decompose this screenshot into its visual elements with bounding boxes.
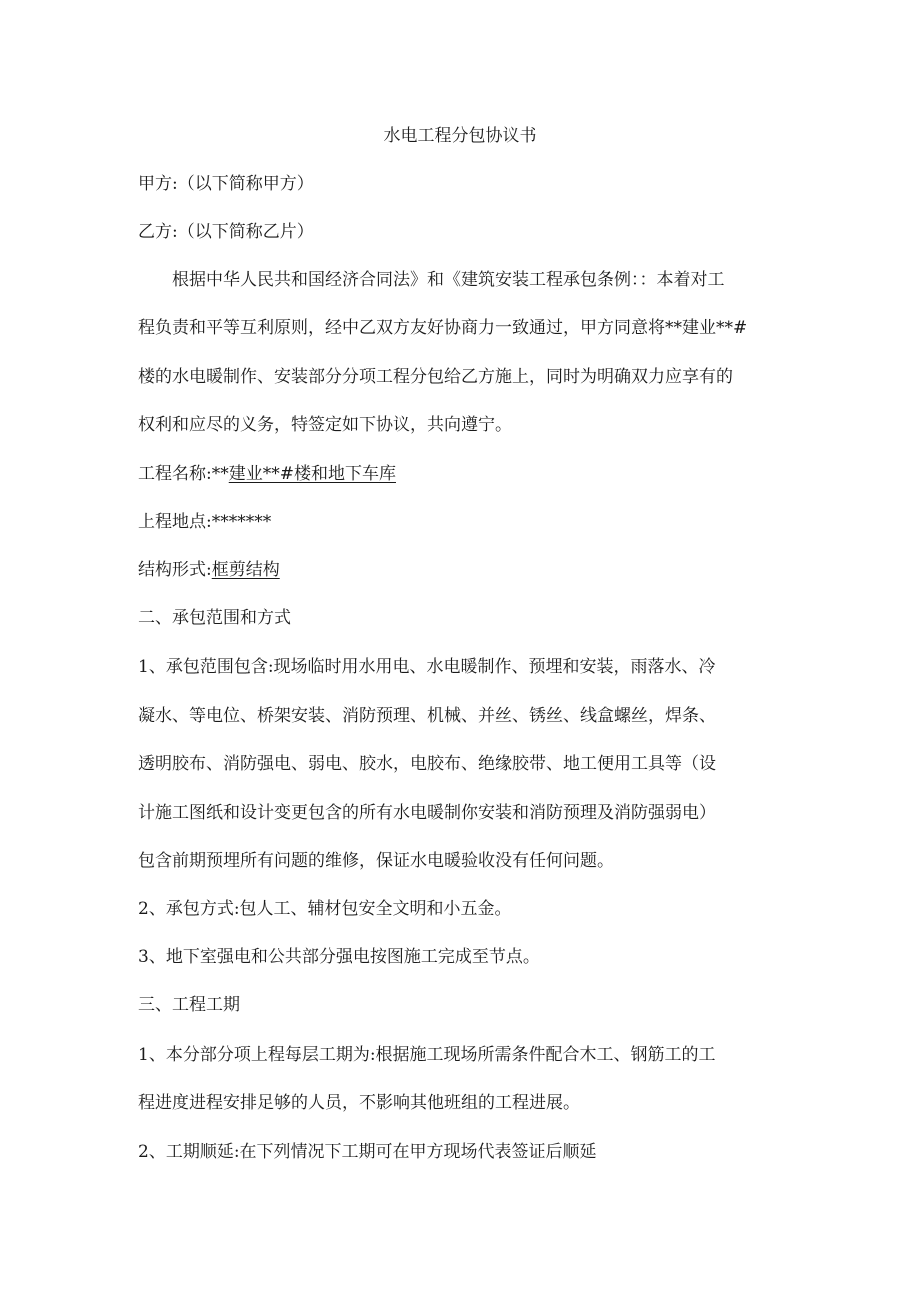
intro-line-3: 楼的水电暖制作、安装部分分项工程分包给乙方施上，同时为明确双力应享有的 [138,367,733,387]
section-2-heading: 二、承包范围和方式 [138,608,291,628]
scope-line-3: 透明胶布、消防强电、弱电、胶水，电胶布、绝缘胶带、地工便用工具等（设 [138,754,716,774]
project-name-line [138,462,798,486]
scope-line-4: 计施工图纸和设计变更包含的所有水电暖制你安装和消防预理及消防强弱电） [138,803,716,823]
scope-line-1: 1、承包范围包含:现场临时用水用电、水电暖制作、预埋和安装，雨落水、冷 [138,657,716,677]
project-name-value: 建业**#楼和地下车库 [228,464,396,484]
intro-line-1: 根据中华人民共和国经济合同法》和《建筑安装工程承包条例：：本着对工 [172,270,725,290]
structure-line [138,558,798,582]
project-location-line: 上程地点:******* [138,512,272,532]
structure-label: 结构形式: [138,560,212,580]
party-b-line: 乙方:（以下简称乙片） [138,222,314,242]
intro-line-4: 权利和应尽的义务，特签定如下协议，共向遵宁。 [138,415,512,435]
scope-line-5: 包含前期预埋所有问题的维修，保证水电暖验收没有任何问题。 [138,851,614,871]
extension-line: 2、工期顺延:在下列情况下工期可在甲方现场代表签证后顺延 [138,1142,597,1162]
schedule-line-1: 1、本分部分项上程每层工期为:根据施工现场所需条件配合木工、钢筋工的工 [138,1045,716,1065]
structure-value: 框剪结构 [211,560,280,580]
project-name-prefix: ** [211,464,229,484]
schedule-line-2: 程进度进程安排足够的人员，不影响其他班组的工程进展。 [138,1093,580,1113]
document-title: 水电工程分包协议书 [383,126,537,146]
intro-line-2: 程负责和平等互利原则，经中乙双方友好协商力一致通过，甲方同意将**建业**# [138,318,748,338]
section-3-heading: 三、工程工期 [138,995,240,1015]
contract-method-line: 2、承包方式:包人工、辅材包安全文明和小五金。 [138,899,512,919]
party-a-line: 甲方:（以下简称甲方） [138,174,314,194]
project-name-label: 工程名称: [138,464,212,484]
scope-line-2: 凝水、等电位、桥架安装、消防预理、机械、并丝、锈丝、线盒螺丝，焊条、 [138,706,716,726]
basement-power-line: 3、地下室强电和公共部分强电按图施工完成至节点。 [138,947,540,967]
